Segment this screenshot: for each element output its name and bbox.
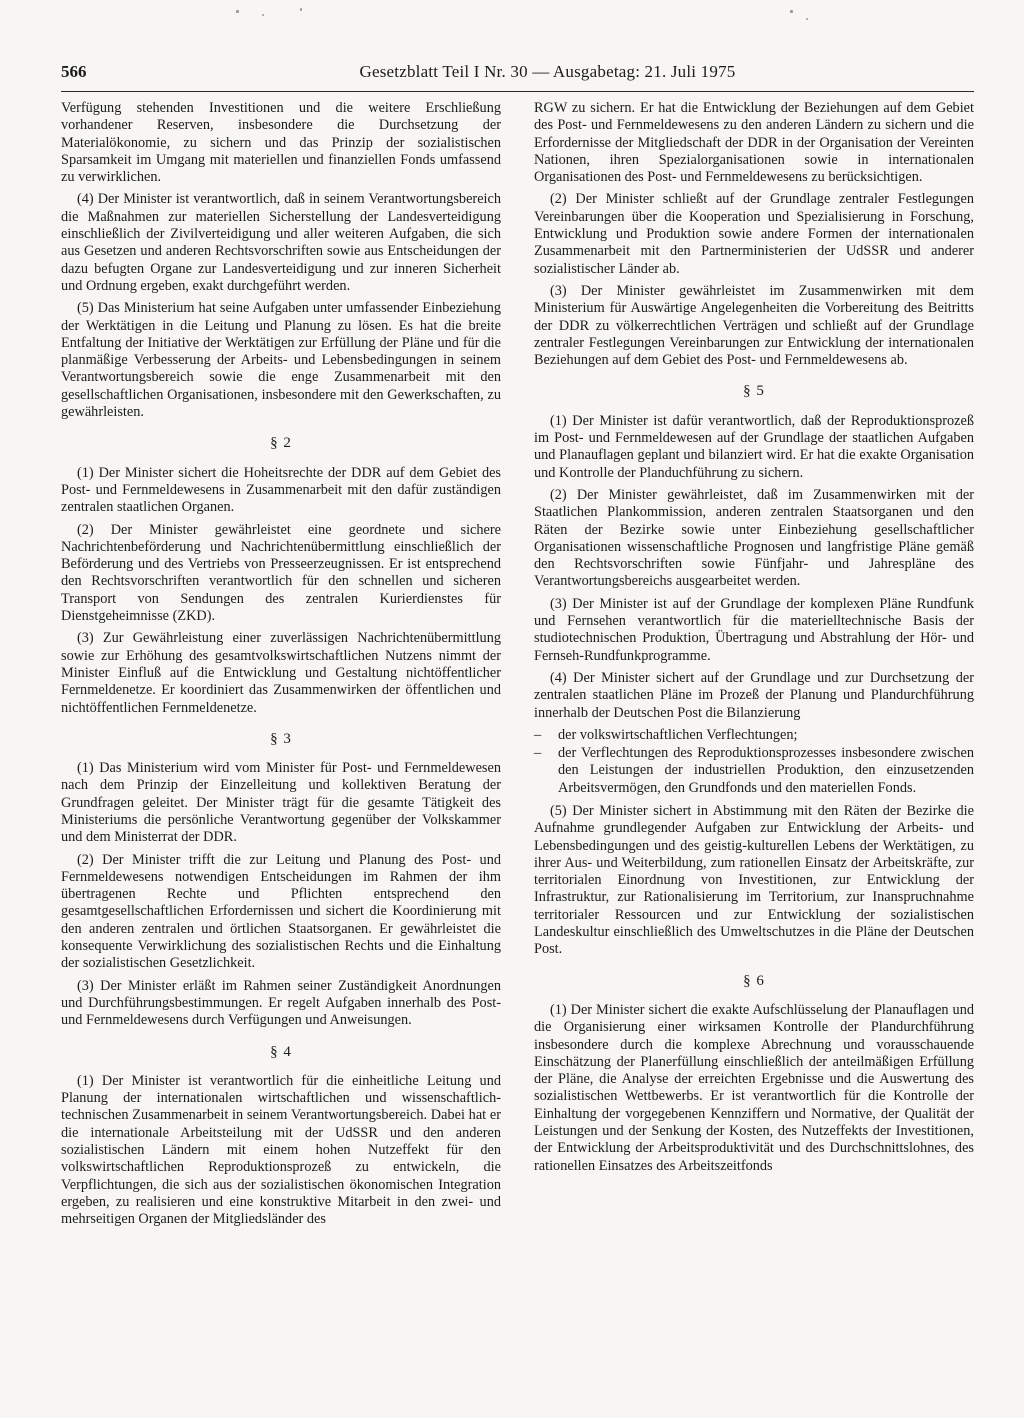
header-title: Gesetzblatt Teil I Nr. 30 — Ausgabetag: 21. Juli 1975 [359, 62, 736, 81]
paragraph: (3) Zur Gewährleistung einer zuverlässigen Nachrichtenübermittlung sowie zur Erhöhung des gesamtvolkswirtschaftlichen Nutzens nimmt der Minister Einfluß auf die Entwicklung und Gestaltung nichtöffentlicher Fernmeldenetze. Er koordiniert das Zusammenwirken der öffentlichen und nichtöffentlichen Fernmeldenetze. [61, 630, 501, 716]
paragraph: (1) Der Minister sichert die exakte Aufschlüsselung der Planauflagen und die Organisierung einer wirksamen Kontrolle der Plandurchführung insbesondere durch die komplexe Abrechnung und vorausschauende Einschätzung der Planerfüllung einschließlich der anteilmäßigen Erfüllung der Pläne, die Analyse der erreichten Ergebnisse und die Auswertung des sozialistischen Wettbewerbs. Er ist verantwortlich für die Kontrolle der Einhaltung der vorgegebenen Kennziffern und Normative, der Qualität der Leistungen und der Senkung der Kosten, des Nutzeffekts der Investitionen, der Entwicklung der Arbeitsproduktivität und des Durchschnittslohnes, des rationellen Einsatzes des Arbeitszeitfonds [534, 1001, 974, 1174]
list-item: – der Verflechtungen des Reproduktionsprozesses insbesondere zwischen den Leistungen der industriellen Produktion, den einzusetzenden Arbeitsvermögen, den Grundfonds und den materiellen Fonds. [534, 745, 974, 797]
list-item: – der volkswirtschaftlichen Verflechtungen; [534, 727, 974, 744]
print-speck [262, 14, 264, 16]
dash-list [534, 727, 974, 797]
section-heading: § 6 [743, 972, 765, 989]
page-number: 566 [61, 62, 87, 81]
paragraph: (1) Das Ministerium wird vom Minister für Post- und Fernmeldewesen nach dem Prinzip der Einzelleitung und kollektiven Beratung der Grundfragen geleitet. Der Minister trägt für die gesamte Tätigkeit des Ministeriums die persönliche Verantwortung gegenüber der Volkskammer und dem Ministerrat der DDR. [61, 760, 501, 846]
paragraph: (2) Der Minister gewährleistet, daß im Zusammenwirken mit der Staatlichen Plankommission, anderen zentralen Staatsorganen und den Räten der Bezirke sowie unter Einbeziehung gesellschaftlicher Organisationen wissenschaftliche Prognosen und langfristige Pläne gemäß den Rechtsvorschriften sowie Fünfjahr- und Jahrespläne des Verantwortungsbereichs ausgearbeitet werden. [534, 486, 974, 590]
paragraph: (1) Der Minister ist verantwortlich für die einheitliche Leitung und Planung der internationalen wirtschaftlichen und wissenschaftlich-technischen Zusammenarbeit in seinem Verantwortungsbereich. Dabei hat er die internationale Arbeitsteilung mit der UdSSR und den anderen sozialistischen Ländern mit einem hohen Nutzeffekt für den volkswirtschaftlichen Reproduktionsprozeß zu entwickeln, die Verpflichtungen, die sich aus der sozialistischen ökonomischen Integration ergeben, zu realisieren und eine konstruktive Mitarbeit in den zwei- und mehrseitigen Organen der Mitgliedsländer des [61, 1072, 501, 1228]
print-speck [790, 10, 793, 13]
print-speck [806, 18, 808, 20]
section-heading: § 5 [743, 383, 765, 400]
paragraph: (1) Der Minister sichert die Hoheitsrechte der DDR auf dem Gebiet des Post- und Fernmeldewesens in Zusammenarbeit mit den dafür zuständigen zentralen staatlichen Organen. [61, 464, 501, 516]
paragraph: Verfügung stehenden Investitionen und die weitere Erschließung vorhandener Reserven, insbesondere die Durchsetzung der Materialökonomie, zu sichern und das Prinzip der sozialistischen Sparsamkeit im Umgang mit materiellen und finanziellen Fonds umfassend zu verwirklichen. [61, 100, 501, 186]
section-heading: § 4 [270, 1043, 292, 1060]
paragraph: (4) Der Minister sichert auf der Grundlage und zur Durchsetzung der zentralen staatlichen Pläne im Prozeß der Planung und Plandurchführung innerhalb der Deutschen Post die Bilanzierung [534, 669, 974, 721]
paragraph: (3) Der Minister gewährleistet im Zusammenwirken mit dem Ministerium für Auswärtige Angelegenheiten die Vorbereitung des Beitritts der DDR zu völkerrechtlichen Verträgen und schließt auf der Grundlage zentraler Festlegungen Vereinbarungen zur Entwicklung der internationalen Beziehungen auf dem Gebiet des Post- und Fernmeldewesens ab. [534, 282, 974, 369]
print-speck [236, 10, 239, 13]
print-speck [300, 8, 302, 11]
page-header [61, 62, 974, 92]
right-column [534, 100, 974, 1234]
paragraph: (2) Der Minister schließt auf der Grundlage zentraler Festlegungen Vereinbarungen über die Kooperation und Spezialisierung in Forschung, Entwicklung und Produktion sowie andere Formen der internationalen Zusammenarbeit mit den Partnerministerien der UdSSR und anderer sozialistischer Länder ab. [534, 191, 974, 277]
paragraph: (1) Der Minister ist dafür verantwortlich, daß der Reproduktionsprozeß im Post- und Fernmeldewesen auf der Grundlage der staatlichen Aufgaben und Planauflagen geplant und bilanziert wird. Er hat die exakte Organisation und Kontrolle der Planduchführung zu sichern. [534, 412, 974, 481]
paragraph: (3) Der Minister erläßt im Rahmen seiner Zuständigkeit Anordnungen und Durchführungsbestimmungen. Er regelt Aufgaben innerhalb des Post- und Fernmeldewesens durch Verfügungen und Anweisungen. [61, 977, 501, 1029]
paragraph: (5) Der Minister sichert in Abstimmung mit den Räten der Bezirke die Aufnahme grundlegender Aufgaben zur Entwicklung der Arbeits- und Lebensbedingungen und des geistig-kulturellen Lebens der Werktätigen, zu ihrer Aus- und Weiterbildung, zum rationellen Einsatz der Arbeitskräfte, zur territorialen Einordnung von Investitionen, zur Entwicklung der Infrastruktur, zur Rationalisierung im Territorium, zur Inanspruchnahme territorialer Ressourcen und zur Entwicklung der sozialistischen Landeskultur einschließlich des Umweltschutzes in die Pläne der Deutschen Post. [534, 802, 974, 958]
paragraph: (4) Der Minister ist verantwortlich, daß in seinem Verantwortungsbereich die Maßnahmen zur materiellen Sicherstellung der Landesverteidigung einschließlich der Zivilverteidigung und aller weiteren Aufgaben, die sich aus Gesetzen und anderen Rechtsvorschriften sowie aus Entscheidungen der dazu befugten Organe zur Landesverteidigung und zur inneren Sicherheit und Ordnung ergeben, exakt durchgeführt werden. [61, 191, 501, 294]
left-column [61, 100, 501, 1234]
paragraph: (2) Der Minister gewährleistet eine geordnete und sichere Nachrichtenbeförderung und Nachrichtenübermittlung einschließlich der Beförderung und des Vertriebs von Presseerzeugnissen. Er ist entsprechend den Rechtsvorschriften verantwortlich für den schnellen und sicheren Transport von Sendungen des zentralen Kurierdienstes für Dienstgeheimnisse (ZKD). [61, 521, 501, 625]
paragraph: (5) Das Ministerium hat seine Aufgaben unter umfassender Einbeziehung der Werktätigen in die Leitung und Planung zu lösen. Es hat die breite Entfaltung der Initiative der Werktätigen zur Erfüllung der Pläne und für die planmäßige Verbesserung der Arbeits- und Lebensbedingungen in seinem Verantwortungsbereich sowie die enge Zusammenarbeit mit den gesellschaftlichen Organisationen, insbesondere mit den Gewerkschaften, zu gewährleisten. [61, 300, 501, 421]
section-heading: § 3 [270, 730, 292, 747]
paragraph: (3) Der Minister ist auf der Grundlage der komplexen Pläne Rundfunk und Fernsehen verantwortlich für die materielltechnische Basis der studiotechnischen Produktion, Übertragung und Abstrahlung der Hör- und Fernseh-Rundfunkprogramme. [534, 595, 974, 664]
paragraph: (2) Der Minister trifft die zur Leitung und Planung des Post- und Fernmeldewesens notwendigen Entscheidungen im Rahmen der ihm übertragenen Rechte und Pflichten entsprechend den gesamtgesellschaftlichen Erfordernissen und sichert die Koordinierung mit den anderen zentralen und örtlichen Staatsorganen. Er gewährleistet die konsequente Verwirklichung des sozialistischen Rechts und die Einhaltung der sozialistischen Gesetzlichkeit. [61, 851, 501, 972]
text-columns [61, 100, 974, 1234]
paragraph: RGW zu sichern. Er hat die Entwicklung der Beziehungen auf dem Gebiet des Post- und Fernmeldewesens zu den anderen Ländern zu sichern und die Erfordernisse der Mitgliedschaft der DDR in der Organisation der Vereinten Nationen, ihren Spezialorganisationen sowie in internationalen Organisationen des Post- und Fernmeldewesens zu berücksichtigen. [534, 100, 974, 186]
section-heading: § 2 [270, 435, 292, 452]
